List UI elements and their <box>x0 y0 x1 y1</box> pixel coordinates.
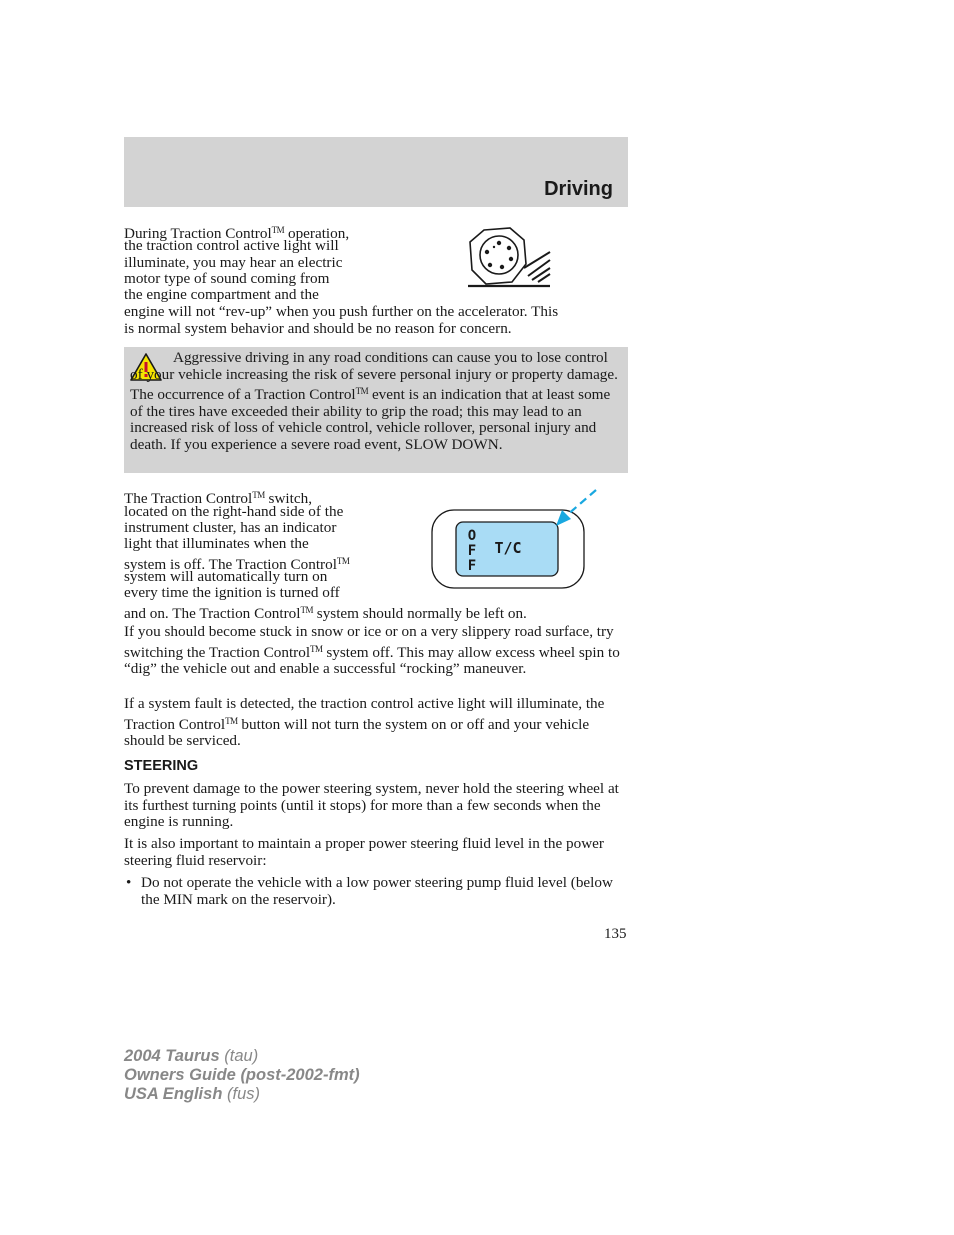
traction-control-para-line1: During Traction Control™ operation, <box>124 225 350 242</box>
switch-para-line6: system will automatically turn on <box>124 568 328 585</box>
bullet-text: Do not operate the vehicle with a low power steering pump fluid level (below the MIN mark on the reservoir). <box>141 874 613 908</box>
traction-control-para-line7: is normal system behavior and should be no reason for concern. <box>124 320 512 337</box>
traction-control-active-icon <box>466 224 556 292</box>
switch-para-line5: system is off. The Traction Control™ <box>124 556 350 573</box>
trademark-mark: TM <box>310 643 323 654</box>
traction-control-para-line2: the traction control active light will <box>124 237 339 254</box>
traction-control-para-line6: engine will not “rev-up” when you push further on the accelerator. This <box>124 303 559 320</box>
traction-control-para-line5: the engine compartment and the <box>124 286 319 303</box>
switch-tc-label: T/C <box>494 539 522 557</box>
system-fault-para: If a system fault is detected, the traction control active light will illuminate, the Traction Control™ button will not turn the system on or off and your vehicle should be serviced. <box>124 695 605 750</box>
trademark-mark: TM <box>300 605 313 615</box>
section-title: Driving <box>544 178 613 200</box>
stuck-in-snow-para: If you should become stuck in snow or ice or on a very slippery road surface, try switching the Traction Control™ system off. This may allow excess wheel spin to “dig” the vehicle out and enable a successful “rocking” maneuver. <box>124 623 620 678</box>
switch-para-line3: instrument cluster, has an indicator <box>124 519 337 536</box>
switch-para-line7: every time the ignition is turned off <box>124 584 340 601</box>
page-number: 135 <box>604 926 627 942</box>
trademark-mark: TM <box>336 556 350 566</box>
trademark-mark: TM <box>355 386 369 397</box>
steering-heading: STEERING <box>124 758 199 774</box>
traction-control-para-line3: illuminate, you may hear an electric <box>124 254 343 271</box>
switch-off-letter-f1: F <box>467 543 477 559</box>
footer-guide-line: Owners Guide (post-2002-fmt) <box>124 1066 360 1084</box>
trademark-mark: TM <box>271 225 285 235</box>
section-header-band <box>124 137 628 207</box>
footer-model-line: 2004 Taurus (tau) <box>124 1047 259 1065</box>
trademark-mark: TM <box>225 715 238 726</box>
bullet-icon: • <box>126 874 132 891</box>
warning-text: Aggressive driving in any road conditions can cause you to lose control of your vehicle increasing the risk of severe personal injury or property damage. The occurrence of a Traction Control™ event is an indication that at least some of the tires have exceeded their ability to grip the road; this may lead to an increased risk of loss of vehicle control, vehicle rollover, personal injury and death. If you experience a severe road event, SLOW DOWN. <box>130 349 618 453</box>
switch-para-line8: and on. The Traction Control™ system should normally be left on. <box>124 605 527 622</box>
traction-control-para-line4: motor type of sound coming from <box>124 270 330 287</box>
warning-box <box>124 347 628 473</box>
switch-para-line2: located on the right-hand side of the <box>124 503 344 520</box>
footer-language-line: USA English (fus) <box>124 1085 260 1103</box>
traction-control-off-switch-graphic <box>430 486 602 590</box>
steering-para-1: To prevent damage to the power steering system, never hold the steering wheel at its furthest turning points (until it stops) for more than a few seconds when the engine is running. <box>124 780 619 831</box>
document-footer <box>124 1047 360 1104</box>
switch-off-letter-o: O <box>467 528 477 544</box>
switch-off-letter-f2: F <box>467 558 477 574</box>
steering-para-2: It is also important to maintain a proper power steering fluid level in the power steering fluid reservoir: <box>124 835 604 869</box>
switch-para-line4: light that illuminates when the <box>124 535 309 552</box>
trademark-mark: TM <box>252 490 265 500</box>
switch-para-line1: The Traction Control™ switch, <box>124 490 312 507</box>
